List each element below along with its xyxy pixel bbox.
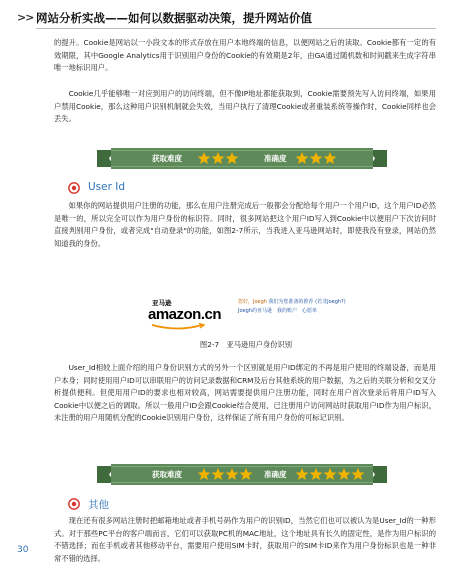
amazon-logo: amazon.cn — [148, 306, 222, 323]
rating-banner-user-id — [97, 464, 387, 485]
header-chevron-icon: >> — [17, 11, 34, 24]
paragraph-user-id: 如果你的网站提供用户注册的功能，那么在用户注册完成后一般都会分配给每个用户一个用户ID，这个用户ID必然是唯一的，所以完全可以作为用户身份的标识符。同时，很多网站把这个用户ID写入到Cookie中以便用户下次访问时直接判别用户身份，或者完成"自动登录"的功能，如图2-7所示，当我进入亚马逊网站时，即使我没有登录，网站仍然知道我的身份。 — [54, 201, 436, 248]
amazon-logo-cn: 亚马逊 — [152, 299, 172, 307]
paragraph-cookie-limits: Cookie几乎能够唯一对应到用户的访问终端，但不像IP地址都能获取到，Cookie需要预先写入访问终端，如果用户禁用Cookie，那么这种用户识别机制就会失效，当用户执行了清理Cookie或者重装系统等操作时，Cookie同样也会丢失。 — [54, 89, 436, 124]
accuracy-label: 准确度 — [264, 470, 287, 479]
paragraph-other-ids: 现在还有很多网站注册时把邮箱地址或者手机号码作为用户的识别ID，当然它们也可以被认为是User_Id的一种形式。对于那些PC平台的客户端而言，它们可以获取PC机的MAC地址，这个地址具有长久的固定性，是作为用户标识的不错选择；而在手机或者其他移动平台，需要用户使用SIM卡时，获取用户的SIM卡ID来作为用户身份标识也是一种非常不错的选择。 — [54, 516, 436, 563]
greeting-hello: 您好，Joegh — [238, 299, 267, 305]
accuracy-stars-icon — [296, 468, 368, 481]
difficulty-label: 获取难度 — [152, 154, 182, 163]
greeting-line — [238, 298, 353, 307]
accuracy-stars-icon — [296, 152, 340, 165]
figure-amazon-identification — [146, 296, 346, 352]
greeting-recommend-link[interactable]: 我们为您准备的推荐 (若非Joegh?) — [268, 299, 346, 305]
header-divider — [36, 28, 436, 29]
figure-caption: 图2-7 亚马逊用户身份识别 — [199, 340, 293, 349]
section-title-other: 其他 — [88, 499, 109, 511]
section-title-user-id: User Id — [88, 181, 126, 193]
page-number: 30 — [17, 545, 29, 555]
difficulty-stars-icon — [198, 152, 242, 165]
amazon-smile-icon — [150, 323, 210, 331]
rating-banner-cookie — [97, 148, 387, 169]
page-title: 网站分析实战——如何以数据驱动决策，提升网站价值 — [36, 11, 312, 25]
target-icon — [68, 498, 80, 510]
ribbon-icon — [97, 148, 387, 169]
page-header — [0, 0, 450, 32]
target-icon — [68, 182, 80, 194]
account-links[interactable]: Joegh的亚马逊 我的账户 心愿单 — [238, 308, 317, 314]
difficulty-label: 获取难度 — [152, 470, 182, 479]
paragraph-user-id-details: User_Id相较上面介绍的用户身份识别方式的另外一个区别就是用户ID绑定的不再是用户使用的终端设备，而是用户本身；同时使用用户ID可以串联用户的访问记录数据和CRM及后台其他系统的用户数据，为之后的关联分析和交叉分析提供便利。但使用用户ID的要求也相对较高，网站需要提供用户注册功能，同时在用户首次登录后将用户ID写入Cookie中以便之后的调取。所以一般用户ID会跟Cookie结合使用，已注册用户访问网站时获取用户ID作为用户标识，未注册的用户用随机分配的Cookie识别用户身份，这样保证了所有用户身份的可标记识别。 — [54, 363, 436, 423]
amazon-greeting-block — [238, 298, 353, 316]
accuracy-label: 准确度 — [264, 154, 287, 163]
difficulty-stars-icon — [198, 468, 256, 481]
paragraph-cookie-intro: 的提升。Cookie是网站以一小段文本的形式存放在用户本地终端的信息，以便网站之后的读取。Cookie都有一定的有效期限，其中Google Analytics用于识别用户身份的Cookie的有效期是2年，由GA通过随机数和时间戳来生成字符串唯一地标识用户。 — [54, 38, 436, 73]
